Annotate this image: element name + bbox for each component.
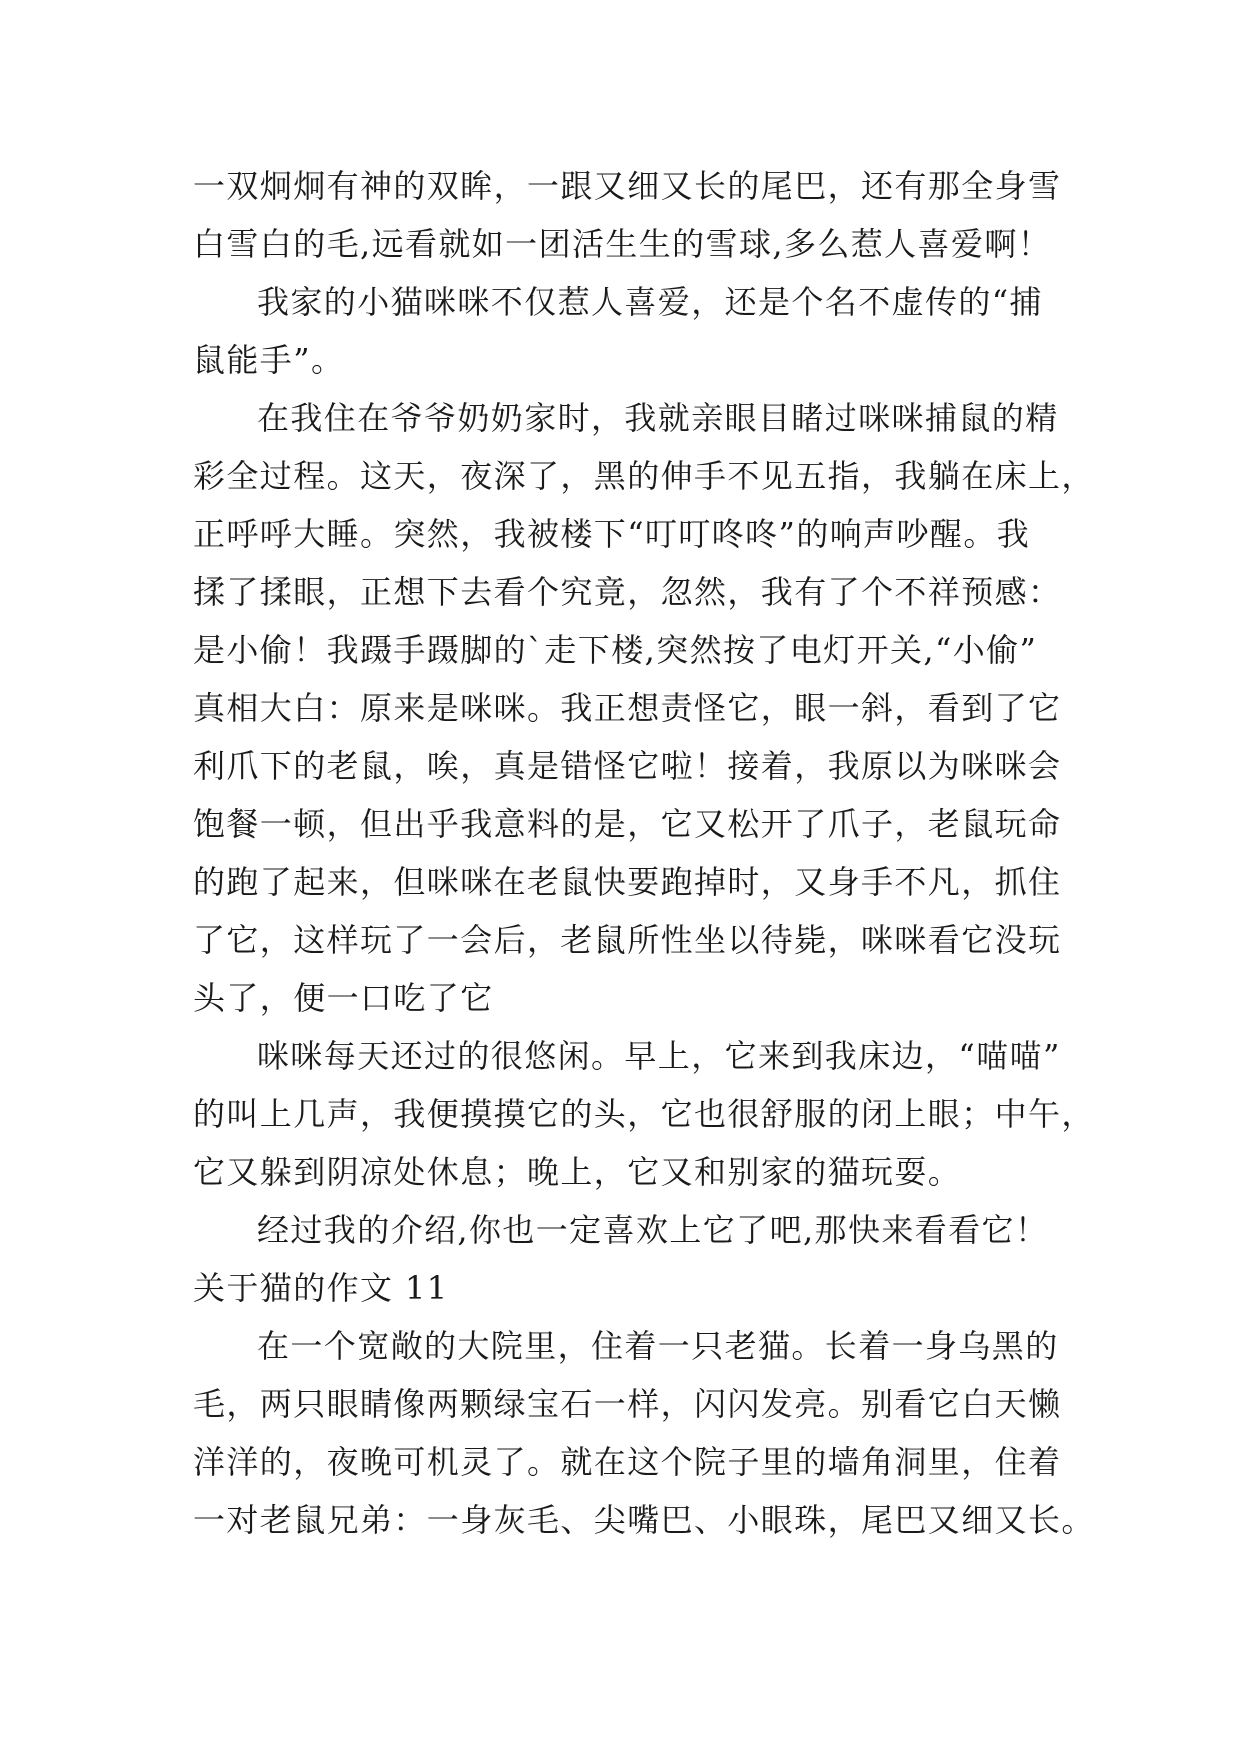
text-line: 在我住在爷爷奶奶家时，我就亲眼目睹过咪咪捕鼠的精: [257, 399, 1059, 437]
text-line: 鼠能手”。: [193, 341, 345, 379]
text-line: 经过我的介绍,你也一定喜欢上它了吧,那快来看看它！: [257, 1211, 1049, 1249]
text-line: 我家的小猫咪咪不仅惹人喜爱，还是个名不虚传的“捕: [257, 283, 1043, 321]
text-line: 正呼呼大睡。突然，我被楼下“叮叮咚咚”的响声吵醒。我: [193, 515, 1031, 553]
text-line: 的跑了起来，但咪咪在老鼠快要跑掉时，又身手不凡，抓住: [193, 863, 1062, 901]
text-line: 是小偷！我蹑手蹑脚的`走下楼,突然按了电灯开关,“小偷”: [193, 631, 1038, 669]
text-line: 饱餐一顿，但出乎我意料的是，它又松开了爪子，老鼠玩命: [193, 805, 1062, 843]
essay-text: [193, 157, 1095, 1549]
text-line: 利爪下的老鼠，唉，真是错怪它啦！接着，我原以为咪咪会: [193, 747, 1062, 785]
text-line: 在一个宽敞的大院里，住着一只老猫。长着一身乌黑的: [257, 1327, 1059, 1365]
text-line: 真相大白：原来是咪咪。我正想责怪它，眼一斜，看到了它: [193, 689, 1062, 727]
text-line: 彩全过程。这天，夜深了，黑的伸手不见五指，我躺在床上，: [193, 457, 1095, 495]
text-line: 揉了揉眼，正想下去看个究竟，忽然，我有了个不祥预感：: [193, 573, 1062, 611]
text-line: 洋洋的，夜晚可机灵了。就在这个院子里的墙角洞里，住着: [193, 1443, 1062, 1481]
text-line: 的叫上几声，我便摸摸它的头，它也很舒服的闭上眼；中午，: [193, 1095, 1095, 1133]
text-line: 一对老鼠兄弟：一身灰毛、尖嘴巴、小眼珠，尾巴又细又长。: [193, 1501, 1095, 1539]
text-line: 咪咪每天还过的很悠闲。早上，它来到我床边，“喵喵”: [257, 1037, 1061, 1075]
text-line: 头了，便一口吃了它: [193, 979, 494, 1017]
section-heading: 关于猫的作文 11: [193, 1269, 449, 1307]
text-line: 一双炯炯有神的双眸，一跟又细又长的尾巴，还有那全身雪: [193, 167, 1062, 205]
text-line: 它又躲到阴凉处休息；晚上，它又和别家的猫玩耍。: [193, 1153, 962, 1191]
text-line: 白雪白的毛,远看就如一团活生生的雪球,多么惹人喜爱啊！: [193, 225, 1052, 263]
text-line: 了它，这样玩了一会后，老鼠所性坐以待毙，咪咪看它没玩: [193, 921, 1062, 959]
text-line: 毛，两只眼睛像两颗绿宝石一样，闪闪发亮。别看它白天懒: [193, 1385, 1062, 1423]
